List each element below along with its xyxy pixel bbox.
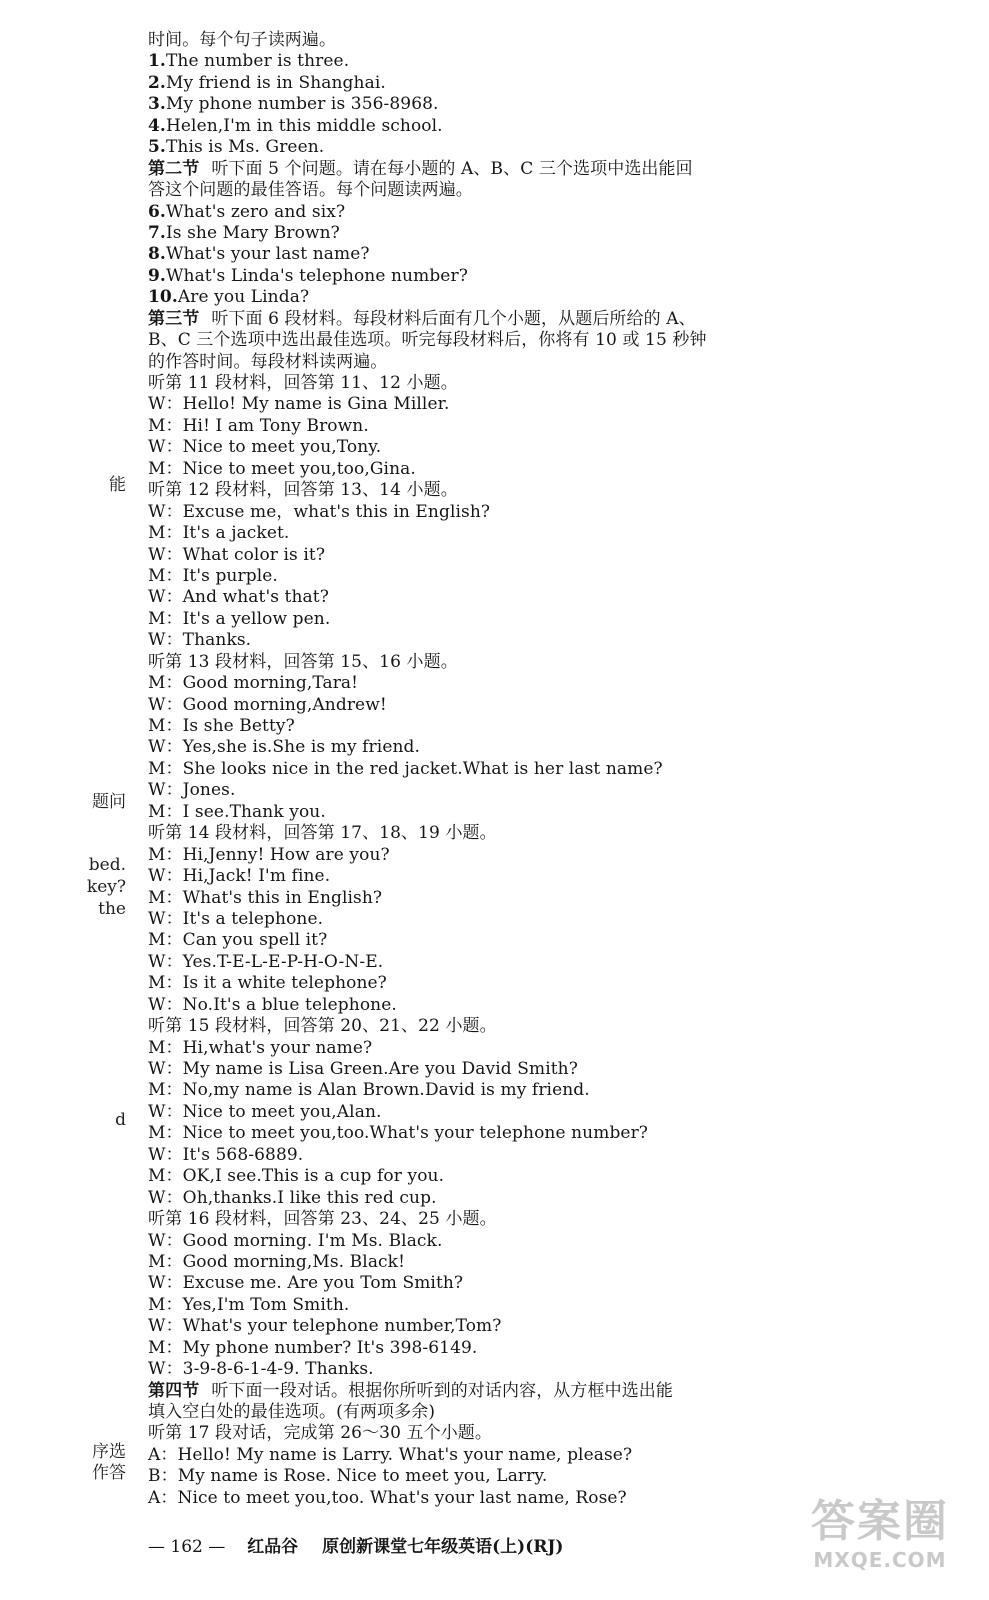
- text-line: [148, 609, 958, 630]
- line-text: 听第 15 段材料，回答第 20、21、22 小题。: [148, 1016, 497, 1037]
- line-text: Helen,I'm in this middle school.: [165, 115, 443, 136]
- text-line: [148, 566, 958, 587]
- text-line: [148, 480, 958, 501]
- text-line: [148, 1188, 958, 1209]
- text-line: [148, 995, 958, 1016]
- text-line: [148, 180, 958, 201]
- text-line: [148, 1402, 958, 1423]
- line-text: W：Jones.: [148, 780, 236, 801]
- line-text: M：Good morning,Tara!: [148, 673, 359, 694]
- line-text: M：It's purple.: [148, 565, 278, 586]
- watermark-url: MXQE.COM: [813, 1548, 947, 1572]
- text-line: [148, 1145, 958, 1166]
- text-line: [148, 373, 958, 394]
- text-line: [148, 1466, 958, 1487]
- line-text: What's your last name?: [165, 244, 370, 265]
- line-text: W：What's your telephone number,Tom?: [148, 1316, 502, 1337]
- text-line: [148, 1038, 958, 1059]
- text-line: [148, 695, 958, 716]
- line-text: M：It's a yellow pen.: [148, 608, 331, 629]
- text-line: [148, 502, 958, 523]
- item-number: 5.: [148, 137, 166, 158]
- text-line: [148, 909, 958, 930]
- text-line: [148, 845, 958, 866]
- text-line: [148, 1102, 958, 1123]
- line-text: M：Can you spell it?: [148, 930, 328, 951]
- line-text: W：And what's that?: [148, 587, 329, 608]
- line-text: This is Ms. Green.: [165, 137, 325, 158]
- text-line: [148, 416, 958, 437]
- line-text: My phone number is 356-8968.: [165, 94, 439, 115]
- brand-name: 红品谷: [247, 1537, 299, 1557]
- text-line: [148, 1316, 958, 1337]
- text-line: [148, 30, 958, 51]
- text-line: [148, 1209, 958, 1230]
- text-line: [148, 1016, 958, 1037]
- text-line: [148, 202, 958, 223]
- line-text: 听第 12 段材料，回答第 13、14 小题。: [148, 480, 458, 501]
- margin-fragment: d: [115, 1110, 126, 1130]
- text-line: [148, 930, 958, 951]
- text-line: [148, 1381, 958, 1402]
- text-line: [148, 866, 958, 887]
- line-text: M：Nice to meet you,too,Gina.: [148, 458, 416, 479]
- line-text: 听下面 6 段材料。每段材料后面有几个小题，从题后所给的 A、: [211, 308, 696, 329]
- text-line: [148, 780, 958, 801]
- text-line: [148, 1059, 958, 1080]
- margin-fragment: bed.: [88, 855, 126, 875]
- line-text: M：It's a jacket.: [148, 523, 290, 544]
- line-text: W：It's 568-6889.: [148, 1144, 304, 1165]
- line-text: B：My name is Rose. Nice to meet you, Larry.: [148, 1466, 548, 1487]
- line-text: W：Nice to meet you,Alan.: [148, 1101, 382, 1122]
- item-number: 8.: [148, 244, 166, 265]
- line-text: 答这个问题的最佳答语。每个问题读两遍。: [148, 180, 473, 201]
- text-column: [148, 30, 958, 1509]
- line-text: M：OK,I see.This is a cup for you.: [148, 1166, 445, 1187]
- text-line: [148, 652, 958, 673]
- text-line: [148, 1338, 958, 1359]
- line-text: W：Excuse me，what's this in English?: [148, 501, 491, 522]
- item-number: 4.: [148, 115, 166, 136]
- line-text: M：No,my name is Alan Brown.David is my friend.: [148, 1080, 590, 1101]
- text-line: [148, 1252, 958, 1273]
- text-line: [148, 94, 958, 115]
- text-line: [148, 587, 958, 608]
- text-line: [148, 352, 958, 373]
- line-text: W：My name is Lisa Green.Are you David Smith?: [148, 1059, 578, 1079]
- line-text: W：Yes,she is.She is my friend.: [148, 737, 421, 758]
- line-text: M：I see.Thank you.: [148, 801, 326, 822]
- text-line: [148, 394, 958, 415]
- line-text: My friend is in Shanghai.: [165, 72, 386, 93]
- text-line: [148, 823, 958, 844]
- text-line: [148, 116, 958, 137]
- line-text: 的作答时间。每段材料读两遍。: [148, 351, 388, 372]
- text-line: [148, 223, 958, 244]
- text-line: [148, 287, 958, 308]
- line-text: B、C 三个选项中选出最佳选项。听完每段材料后，你将有 10 或 15 秒钟: [148, 330, 707, 351]
- line-text: 听下面 5 个问题。请在每小题的 A、B、C 三个选项中选出能回: [211, 158, 693, 179]
- line-text: M：What's this in English?: [148, 887, 383, 908]
- margin-fragment: key?: [86, 877, 126, 897]
- line-text: W：Hi,Jack! I'm fine.: [148, 866, 331, 887]
- line-text: M：Yes,I'm Tom Smith.: [148, 1294, 350, 1315]
- line-text: A：Hello! My name is Larry. What's your name, please?: [148, 1444, 633, 1465]
- text-line: [148, 73, 958, 94]
- line-text: M：Hi,Jenny! How are you?: [148, 844, 390, 865]
- line-text: W：Oh,thanks.I like this red cup.: [148, 1187, 437, 1208]
- item-number: 1.: [148, 51, 166, 72]
- line-text: M：She looks nice in the red jacket.What is her last name?: [148, 758, 663, 779]
- text-line: [148, 1123, 958, 1144]
- book-title: 原创新课堂七年级英语(上)(RJ): [322, 1537, 564, 1557]
- text-line: [148, 1166, 958, 1187]
- margin-fragment: 序选: [92, 1442, 126, 1462]
- line-text: 听第 16 段材料，回答第 23、24、25 小题。: [148, 1209, 497, 1230]
- text-line: [148, 437, 958, 458]
- line-text: What's zero and six?: [165, 201, 346, 222]
- line-text: W：Hello! My name is Gina Miller.: [148, 394, 450, 415]
- text-line: [148, 1080, 958, 1101]
- text-line: [148, 716, 958, 737]
- text-line: [148, 51, 958, 72]
- line-text: 填入空白处的最佳选项。(有两项多余): [148, 1402, 436, 1422]
- line-text: Is she Mary Brown?: [165, 222, 340, 243]
- line-text: W：3-9-8-6-1-4-9. Thanks.: [148, 1359, 374, 1380]
- line-text: W：Good morning. I'm Ms. Black.: [148, 1230, 443, 1251]
- line-text: M：My phone number? It's 398-6149.: [148, 1337, 478, 1358]
- text-line: [148, 630, 958, 651]
- section-label: 第二节: [148, 158, 200, 179]
- line-text: W：What color is it?: [148, 544, 326, 565]
- margin-fragment: 作答: [92, 1463, 126, 1483]
- line-text: 听第 14 段材料，回答第 17、18、19 小题。: [148, 823, 497, 844]
- text-line: [148, 802, 958, 823]
- text-line: [148, 309, 958, 330]
- text-line: [148, 888, 958, 909]
- line-text: 听第 17 段对话，完成第 26～30 五个小题。: [148, 1423, 493, 1444]
- line-text: W：Thanks.: [148, 630, 252, 651]
- line-text: 听第 13 段材料，回答第 15、16 小题。: [148, 651, 458, 672]
- text-line: [148, 266, 958, 287]
- text-line: [148, 759, 958, 780]
- text-line: [148, 1295, 958, 1316]
- item-number: 2.: [148, 72, 166, 93]
- item-number: 3.: [148, 94, 166, 115]
- line-text: M：Is she Betty?: [148, 716, 295, 736]
- text-line: [148, 523, 958, 544]
- text-line: [148, 459, 958, 480]
- text-line: [148, 1423, 958, 1444]
- text-line: [148, 1445, 958, 1466]
- page-number: — 162 —: [148, 1537, 226, 1557]
- item-number: 7.: [148, 222, 166, 243]
- line-text: 听第 11 段材料，回答第 11、12 小题。: [148, 373, 458, 393]
- text-line: [148, 137, 958, 158]
- text-line: [148, 244, 958, 265]
- page-footer: [148, 1532, 563, 1557]
- text-line: [148, 330, 958, 351]
- text-line: [148, 1359, 958, 1380]
- item-number: 10.: [148, 287, 178, 308]
- text-line: [148, 545, 958, 566]
- text-line: [148, 673, 958, 694]
- margin-fragment: 能: [109, 475, 126, 495]
- line-text: M：Is it a white telephone?: [148, 973, 387, 994]
- line-text: M：Nice to meet you,too.What's your telephone number?: [148, 1123, 649, 1144]
- section-label: 第四节: [148, 1380, 200, 1401]
- line-text: Are you Linda?: [177, 287, 310, 308]
- margin-fragment: the: [98, 899, 126, 919]
- line-text: W：Good morning,Andrew!: [148, 694, 387, 715]
- item-number: 9.: [148, 265, 166, 286]
- line-text: The number is three.: [165, 51, 350, 72]
- text-line: [148, 159, 958, 180]
- text-line: [148, 952, 958, 973]
- line-text: What's Linda's telephone number?: [165, 265, 468, 286]
- line-text: 听下面一段对话。根据你所听到的对话内容，从方框中选出能: [211, 1380, 674, 1401]
- line-text: M：Good morning,Ms. Black!: [148, 1251, 406, 1272]
- line-text: W：Yes.T-E-L-E-P-H-O-N-E.: [148, 951, 384, 972]
- text-line: [148, 737, 958, 758]
- item-number: 6.: [148, 201, 166, 222]
- text-line: [148, 973, 958, 994]
- watermark-text: 答案圈: [811, 1496, 949, 1547]
- line-text: W：It's a telephone.: [148, 908, 324, 929]
- line-text: W：Nice to meet you,Tony.: [148, 437, 382, 458]
- line-text: W：Excuse me. Are you Tom Smith?: [148, 1273, 464, 1294]
- text-line: [148, 1273, 958, 1294]
- line-text: M：Hi,what's your name?: [148, 1037, 373, 1058]
- line-text: M：Hi! I am Tony Brown.: [148, 415, 369, 436]
- margin-fragment: 题问: [92, 792, 126, 812]
- line-text: A：Nice to meet you,too. What's your last name, Rose?: [148, 1487, 627, 1508]
- line-text: W：No.It's a blue telephone.: [148, 994, 397, 1015]
- section-label: 第三节: [148, 308, 200, 329]
- watermark-logo: [785, 1496, 975, 1582]
- line-text: 时间。每个句子读两遍。: [148, 30, 337, 50]
- text-line: [148, 1231, 958, 1252]
